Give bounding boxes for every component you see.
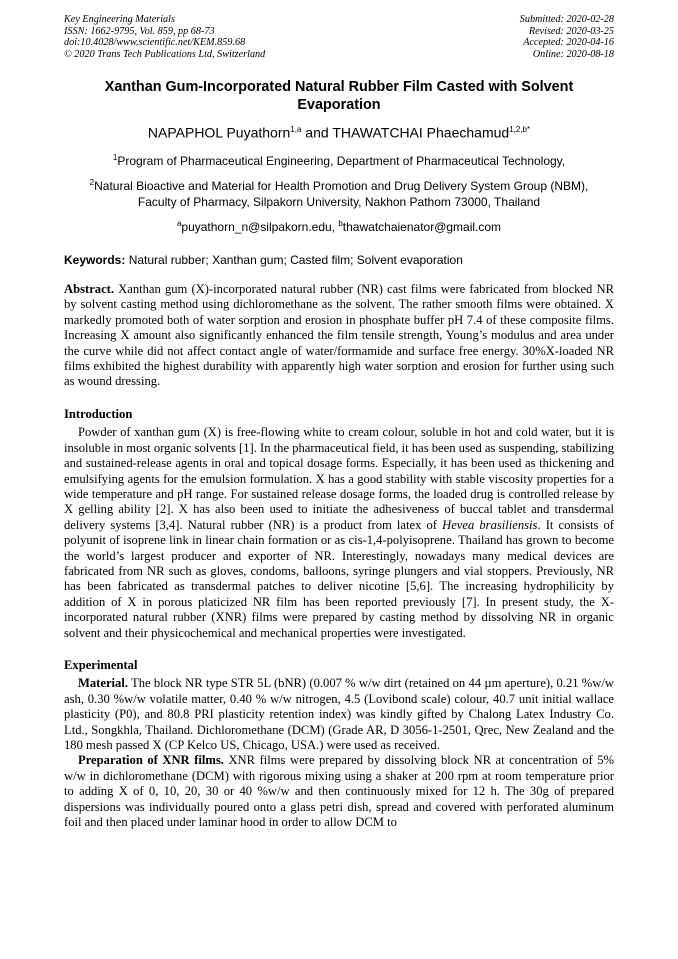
preparation-label: Preparation of XNR films.	[78, 753, 224, 768]
email-a: puyathorn_n@silpakorn.edu,	[181, 220, 339, 235]
intro-text-a: Powder of xanthan gum (X) is free-flowing white to cream colour, soluble in hot and cold water, but it is insoluble in most organic solvents [1]. In the pharmaceutical field, it has been used as suspending, stabilizing and sustained-release agents in oral and topical dosage forms. Especially, it has been used as thickening and emulsifying agents for the emulsion formulation. X has a good stability with stable viscosity properties for a wide temperature and pH range. For sustained release dosage forms, the loaded drug is controlled release by X gelling ability [2]. X has also been used to initiate the adhesiveness of buccal tablet and transdermal delivery systems [3,4]. Natural rubber (NR) is a product from latex of	[64, 425, 614, 532]
date-accepted: Accepted: 2020-04-16	[523, 37, 614, 49]
journal-doi: doi:10.4028/www.scientific.net/KEM.859.68	[64, 37, 246, 49]
affiliation-2-line2: Faculty of Pharmacy, Silpakorn University, Nakhon Pathom 73000, Thailand	[137, 195, 541, 210]
email-a-sup: a	[176, 219, 182, 229]
author-1: NAPAPHOL Puyathorn	[147, 125, 291, 142]
affiliation-2	[64, 175, 614, 210]
date-submitted: Submitted: 2020-02-28	[519, 14, 614, 25]
keywords	[64, 252, 614, 268]
material-paragraph	[64, 676, 614, 753]
introduction-heading: Introduction	[64, 406, 133, 421]
material-text: The block NR type STR 5L (bNR) (0.007 % w/w dirt (retained on 44 µm aperture), 0.21 %w/w ash, 0.30 %w/w volatile matter, 0.40 % w/w nitrogen, 4.5 (Lovibond scale) colour, 40.7 unit initial wallace plasticity (P0), and 80.8 PRI plasticity retention index) was kindly gifted by Chalong Latex Industry Co. Ltd., Songkhla, Thailand. Dichloromethane (DCM) (Grade AR, D 3056-1-2501, Qrec, New Zealand and the 180 mesh passed X (CP Kelco US, Chicago, USA.) were used as received.	[64, 676, 614, 752]
author-line	[64, 121, 614, 142]
affiliation-2-text: Natural Bioactive and Material for Health Promotion and Drug Delivery System Group (NBM),	[94, 179, 589, 194]
abstract-text: Xanthan gum (X)-incorporated natural rubber (NR) cast films were fabricated from blocked NR by solvent casting method using dichloromethane as the solvent. The rather smooth films were obtained. X markedly promoted both of water sorption and erosion in phosphate buffer pH 7.4 of these composite films. Increasing X amount also significantly enhanced the film tensile strength, Young’s modulus and area under the curve while did not affect contact angle of water/formamide and surface free energy. 30%X-loaded NR films exhibited the highest durability with apparently high water sorption and erosion for further using such as wound dressing.	[64, 282, 614, 389]
abstract	[64, 282, 614, 390]
affiliation-1-text: Program of Pharmaceutical Engineering, Department of Pharmaceutical Technology,	[117, 154, 566, 169]
experimental-heading: Experimental	[64, 657, 138, 672]
preparation-text: XNR films were prepared by dissolving block NR at concentration of 5% w/w in dichloromethane (DCM) with rigorous mixing using a shaker at 200 rpm at room temperature prior to adding X of 0, 10, 20, 30 or 40 %w/w and then continuously mixed for 12 h. The 30g of prepared dispersions was individually poured onto a glass petri dish, spread and covered with perforated aluminum foil and then placed under laminar hood in order to allow DCM to	[64, 753, 614, 830]
email-line	[64, 216, 614, 235]
keywords-label: Keywords:	[64, 253, 126, 268]
email-b-sup: b	[338, 219, 343, 229]
journal-copyright: © 2020 Trans Tech Publications Ltd, Switzerland	[64, 48, 266, 60]
dates-info	[520, 14, 614, 60]
keywords-text: Natural rubber; Xanthan gum; Casted film; Solvent evaporation	[125, 253, 463, 268]
introduction-paragraph	[64, 425, 614, 641]
affiliation-1	[64, 150, 614, 169]
author-1-sup: 1,a	[290, 125, 302, 135]
intro-text-b: . It consists of polyunit of isoprene link in linear chain formation or as cis-1,4-polyisoprene. Thailand has grown to become the world’s largest producer and exporter of NR. Interestingly, nowadays many medical devices are fabricated from NR such as gloves, condoms, balloons, syringe plungers and vial stoppers. Previously, NR has been fabricated as transdermal patches to deliver nicotine [5,6]. The increasing hydrophilicity by addition of X in porous platicized NR film has been reported previously [7]. In present study, the X-incorporated natural rubber (XNR) films were prepared by casting method by dissolving NR in organic solvent and their physicochemical and mechanical properties were investigated.	[64, 517, 615, 640]
journal-issn: ISSN: 1662-9795, Vol. 859, pp 68-73	[64, 25, 215, 37]
author-connector: and	[301, 125, 333, 142]
affiliation-1-sup: 1	[112, 153, 118, 163]
journal-info	[64, 14, 265, 60]
paper-page	[64, 14, 614, 830]
intro-species: Hevea brasiliensis	[442, 517, 538, 532]
affiliation-2-sup: 2	[89, 178, 95, 188]
author-2: THAWATCHAI Phaechamud	[332, 125, 510, 142]
material-label: Material.	[78, 676, 128, 691]
paper-title: Xanthan Gum-Incorporated Natural Rubber Film Casted with Solvent Evaporation	[104, 79, 574, 114]
preparation-paragraph	[64, 753, 614, 830]
affiliation-2-line1	[64, 175, 614, 194]
journal-name: Key Engineering Materials	[64, 14, 175, 25]
email-b: thawatchaienator@gmail.com	[342, 220, 502, 235]
journal-header	[64, 14, 614, 60]
date-revised: Revised: 2020-03-25	[528, 25, 614, 37]
date-online: Online: 2020-08-18	[532, 48, 614, 60]
abstract-label: Abstract.	[64, 282, 115, 297]
author-2-sup: 1,2,b*	[509, 125, 531, 135]
